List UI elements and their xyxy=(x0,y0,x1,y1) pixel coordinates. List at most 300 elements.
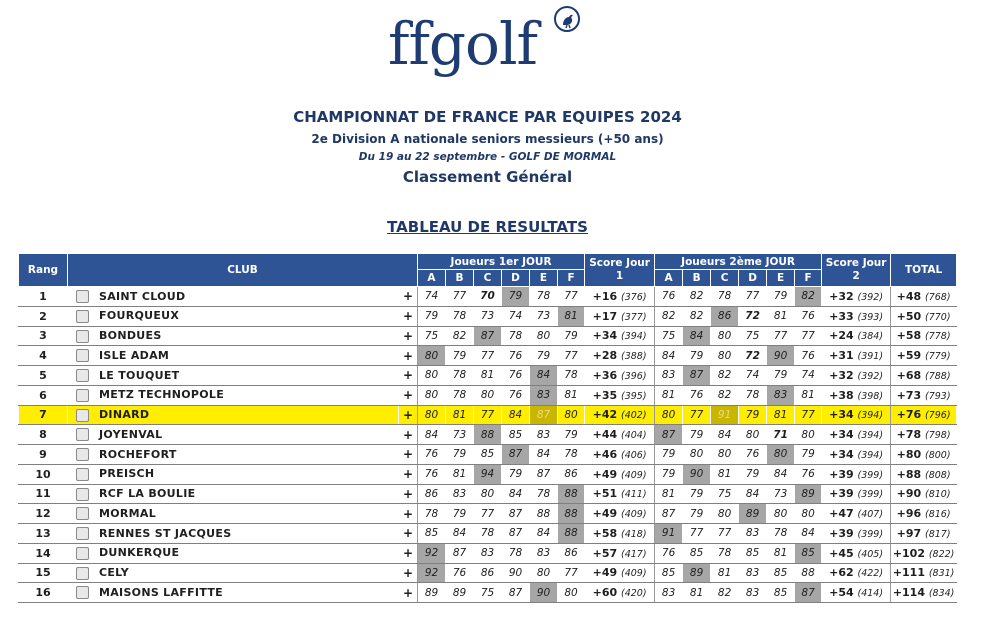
day2-score-cell: 78 xyxy=(739,385,767,405)
day2-score-cell: 76 xyxy=(739,445,767,465)
rank-cell: 10 xyxy=(19,464,68,484)
header-score1: Score Jour 1 xyxy=(585,254,655,287)
day2-score-cell: 80 xyxy=(711,326,739,346)
day1-score-cell: 87 xyxy=(502,445,530,465)
day2-score-cell: 77 xyxy=(739,287,767,307)
score-day1-strokes: (409) xyxy=(620,469,647,481)
day1-score-cell: 81 xyxy=(446,405,474,425)
day1-score-cell: 83 xyxy=(474,543,502,563)
table-row xyxy=(19,306,957,326)
score-day1-strokes: (388) xyxy=(620,351,647,363)
day1-score-cell: 80 xyxy=(530,563,558,583)
score-day2-cell xyxy=(822,385,891,405)
day1-score-cell: 87 xyxy=(474,326,502,346)
table-row xyxy=(19,346,957,366)
table-row xyxy=(19,524,957,544)
day1-score-cell: 79 xyxy=(502,464,530,484)
day2-score-cell: 88 xyxy=(795,563,822,583)
day2-score-cell: 81 xyxy=(767,543,795,563)
score-day2-strokes: (399) xyxy=(857,489,884,501)
table-row xyxy=(19,425,957,445)
score-day1-cell xyxy=(585,346,655,366)
expand-row-button[interactable]: + xyxy=(399,326,418,346)
total-cell xyxy=(891,287,957,307)
day1-score-cell: 88 xyxy=(530,504,558,524)
expand-row-button[interactable]: + xyxy=(399,425,418,445)
day1-score-cell: 87 xyxy=(502,524,530,544)
total-strokes: (796) xyxy=(925,410,951,422)
day1-score-cell: 90 xyxy=(530,583,558,603)
score-day2-value: +39 xyxy=(829,467,854,481)
table-row xyxy=(19,504,957,524)
day2-score-cell: 91 xyxy=(655,524,683,544)
day1-score-cell: 80 xyxy=(530,326,558,346)
expand-row-button[interactable]: + xyxy=(399,563,418,583)
total-cell xyxy=(891,425,957,445)
total-value: +48 xyxy=(896,289,922,303)
day1-score-cell: 77 xyxy=(474,346,502,366)
total-strokes: (834) xyxy=(928,588,955,600)
day1-score-cell: 78 xyxy=(502,543,530,563)
rank-cell: 12 xyxy=(19,504,68,524)
day2-score-cell: 83 xyxy=(655,366,683,386)
score-day2-strokes: (394) xyxy=(857,430,884,442)
total-cell xyxy=(891,464,957,484)
day2-score-cell: 87 xyxy=(655,425,683,445)
score-day2-strokes: (394) xyxy=(857,410,884,422)
header-day2-player-a: A xyxy=(655,270,683,287)
score-day1-value: +42 xyxy=(592,408,618,422)
total-value: +88 xyxy=(896,467,922,481)
day1-score-cell: 83 xyxy=(446,484,474,504)
rank-cell: 4 xyxy=(19,346,68,366)
day2-score-cell: 80 xyxy=(795,425,822,445)
club-name: DUNKERQUE xyxy=(99,546,180,560)
day1-score-cell: 84 xyxy=(446,524,474,544)
day2-score-cell: 80 xyxy=(739,425,767,445)
day1-score-cell: 84 xyxy=(502,484,530,504)
day2-score-cell: 79 xyxy=(795,445,822,465)
day2-score-cell: 79 xyxy=(655,445,683,465)
total-cell xyxy=(891,326,957,346)
club-cell xyxy=(68,484,399,504)
score-day2-cell xyxy=(822,425,891,445)
club-crest-icon xyxy=(76,310,89,323)
day2-score-cell: 72 xyxy=(739,306,767,326)
day2-score-cell: 76 xyxy=(655,543,683,563)
day2-score-cell: 85 xyxy=(655,563,683,583)
day2-score-cell: 80 xyxy=(711,346,739,366)
score-day1-strokes: (409) xyxy=(620,509,647,521)
score-day1-strokes: (402) xyxy=(620,410,647,422)
day1-score-cell: 78 xyxy=(530,287,558,307)
score-day2-strokes: (414) xyxy=(857,588,884,600)
total-value: +97 xyxy=(896,526,922,540)
day1-score-cell: 77 xyxy=(558,287,585,307)
score-day2-cell xyxy=(822,346,891,366)
expand-row-button[interactable]: + xyxy=(399,385,418,405)
club-name: PREISCH xyxy=(99,467,155,481)
club-name: BONDUES xyxy=(99,329,162,343)
score-day1-value: +35 xyxy=(592,388,618,402)
total-strokes: (822) xyxy=(928,548,955,560)
day1-score-cell: 80 xyxy=(418,385,446,405)
day2-score-cell: 84 xyxy=(655,346,683,366)
score-day2-cell xyxy=(822,543,891,563)
day1-score-cell: 84 xyxy=(530,366,558,386)
club-crest-icon xyxy=(76,507,89,520)
club-crest-icon xyxy=(76,369,89,382)
score-day1-strokes: (377) xyxy=(620,311,647,323)
day1-score-cell: 80 xyxy=(474,484,502,504)
day2-score-cell: 80 xyxy=(767,504,795,524)
score-day1-cell xyxy=(585,464,655,484)
header-day2-player-c: C xyxy=(711,270,739,287)
club-cell xyxy=(68,583,399,603)
total-value: +78 xyxy=(896,428,922,442)
day2-score-cell: 76 xyxy=(655,287,683,307)
day2-score-cell: 87 xyxy=(795,583,822,603)
total-value: +80 xyxy=(896,447,922,461)
day1-score-cell: 80 xyxy=(474,385,502,405)
day1-score-cell: 87 xyxy=(502,583,530,603)
club-name: RENNES ST JACQUES xyxy=(99,526,232,540)
day1-score-cell: 92 xyxy=(418,543,446,563)
event-dates: Du 19 au 22 septembre - GOLF DE MORMAL xyxy=(358,151,617,163)
score-day1-value: +51 xyxy=(592,487,618,501)
day1-score-cell: 77 xyxy=(446,287,474,307)
header-day1-player-e: E xyxy=(530,270,558,287)
day1-score-cell: 78 xyxy=(446,385,474,405)
score-day1-value: +17 xyxy=(592,309,618,323)
header-day2: Joueurs 2ème JOUR xyxy=(655,254,822,270)
day1-score-cell: 82 xyxy=(446,326,474,346)
club-cell xyxy=(68,464,399,484)
day2-score-cell: 75 xyxy=(711,484,739,504)
day2-score-cell: 89 xyxy=(683,563,711,583)
score-day2-strokes: (399) xyxy=(857,469,884,481)
club-name: CELY xyxy=(99,566,130,580)
day2-score-cell: 77 xyxy=(767,326,795,346)
score-day2-cell xyxy=(822,524,891,544)
score-day1-cell xyxy=(585,326,655,346)
score-day2-value: +45 xyxy=(829,546,854,560)
score-day1-cell xyxy=(585,563,655,583)
day2-score-cell: 85 xyxy=(767,563,795,583)
score-day1-cell xyxy=(585,583,655,603)
club-cell xyxy=(68,405,399,425)
day2-score-cell: 80 xyxy=(711,445,739,465)
day2-score-cell: 71 xyxy=(767,425,795,445)
table-row xyxy=(19,563,957,583)
day2-score-cell: 85 xyxy=(739,543,767,563)
club-crest-icon xyxy=(76,290,89,303)
expand-row-button[interactable]: + xyxy=(399,405,418,425)
day2-score-cell: 76 xyxy=(795,346,822,366)
day1-score-cell: 78 xyxy=(446,306,474,326)
club-crest-icon xyxy=(76,409,89,422)
expand-row-button[interactable]: + xyxy=(399,524,418,544)
day2-score-cell: 83 xyxy=(767,385,795,405)
club-crest-icon xyxy=(76,586,89,599)
day1-score-cell: 88 xyxy=(558,524,585,544)
day2-score-cell: 89 xyxy=(739,504,767,524)
day1-score-cell: 83 xyxy=(530,385,558,405)
day1-score-cell: 79 xyxy=(558,425,585,445)
score-day2-strokes: (392) xyxy=(857,370,884,382)
header-score2: Score Jour 2 xyxy=(822,254,891,287)
day2-score-cell: 80 xyxy=(655,405,683,425)
division-subtitle: 2e Division A nationale seniors messieurs (+50 ans) xyxy=(311,132,664,146)
total-cell xyxy=(891,385,957,405)
score-day2-value: +39 xyxy=(829,526,854,540)
day2-score-cell: 85 xyxy=(683,543,711,563)
header-day1-player-d: D xyxy=(502,270,530,287)
score-day2-strokes: (405) xyxy=(857,548,884,560)
total-strokes: (810) xyxy=(925,489,951,501)
day2-score-cell: 78 xyxy=(711,287,739,307)
header-day1-player-c: C xyxy=(474,270,502,287)
day2-score-cell: 82 xyxy=(711,385,739,405)
score-day2-cell xyxy=(822,405,891,425)
score-day1-value: +58 xyxy=(592,526,618,540)
header-day2-player-e: E xyxy=(767,270,795,287)
club-name: DINARD xyxy=(99,408,150,422)
header-day1-player-b: B xyxy=(446,270,474,287)
day2-score-cell: 83 xyxy=(655,583,683,603)
expand-row-button[interactable]: + xyxy=(399,445,418,465)
day2-score-cell: 79 xyxy=(683,425,711,445)
day1-score-cell: 88 xyxy=(474,425,502,445)
day1-score-cell: 76 xyxy=(502,366,530,386)
score-day1-value: +49 xyxy=(592,507,618,521)
day2-score-cell: 81 xyxy=(683,583,711,603)
expand-row-button[interactable]: + xyxy=(399,366,418,386)
day1-score-cell: 79 xyxy=(530,346,558,366)
total-strokes: (770) xyxy=(925,311,951,323)
day1-score-cell: 90 xyxy=(502,563,530,583)
day1-score-cell: 80 xyxy=(558,405,585,425)
score-day1-value: +16 xyxy=(592,289,618,303)
club-cell xyxy=(68,366,399,386)
day1-score-cell: 77 xyxy=(558,563,585,583)
total-strokes: (768) xyxy=(925,291,951,303)
day2-score-cell: 89 xyxy=(795,484,822,504)
expand-row-button[interactable]: + xyxy=(399,484,418,504)
day1-score-cell: 73 xyxy=(446,425,474,445)
rank-cell: 16 xyxy=(19,583,68,603)
day1-score-cell: 78 xyxy=(502,326,530,346)
score-day2-value: +62 xyxy=(829,566,854,580)
club-cell xyxy=(68,385,399,405)
day1-score-cell: 92 xyxy=(418,563,446,583)
score-day1-value: +44 xyxy=(592,428,618,442)
day1-score-cell: 88 xyxy=(558,504,585,524)
total-value: +73 xyxy=(896,388,922,402)
day2-score-cell: 91 xyxy=(711,405,739,425)
championship-title: CHAMPIONNAT DE FRANCE PAR EQUIPES 2024 xyxy=(293,108,682,126)
day1-score-cell: 73 xyxy=(474,306,502,326)
expand-row-button[interactable]: + xyxy=(399,346,418,366)
table-row xyxy=(19,385,957,405)
club-crest-icon xyxy=(76,468,89,481)
total-strokes: (808) xyxy=(925,469,951,481)
score-day2-value: +24 xyxy=(829,329,854,343)
day2-score-cell: 79 xyxy=(683,504,711,524)
day1-score-cell: 79 xyxy=(446,445,474,465)
day2-score-cell: 80 xyxy=(795,504,822,524)
header-day1: Joueurs 1er JOUR xyxy=(418,254,585,270)
day1-score-cell: 86 xyxy=(474,563,502,583)
score-day1-strokes: (394) xyxy=(620,331,647,343)
expand-row-button[interactable]: + xyxy=(399,464,418,484)
day1-score-cell: 80 xyxy=(558,583,585,603)
day2-score-cell: 72 xyxy=(739,346,767,366)
day1-score-cell: 79 xyxy=(418,306,446,326)
header-club: CLUB xyxy=(68,254,418,287)
day2-score-cell: 84 xyxy=(739,484,767,504)
expand-row-button[interactable]: + xyxy=(399,287,418,307)
day1-score-cell: 89 xyxy=(418,583,446,603)
rank-cell: 11 xyxy=(19,484,68,504)
results-table xyxy=(18,253,957,603)
day1-score-cell: 87 xyxy=(502,504,530,524)
day2-score-cell: 87 xyxy=(655,504,683,524)
club-name: ROCHEFORT xyxy=(99,447,177,461)
classement-title: Classement Général xyxy=(402,168,573,186)
day1-score-cell: 75 xyxy=(474,583,502,603)
total-value: +58 xyxy=(896,329,922,343)
day2-score-cell: 82 xyxy=(655,306,683,326)
expand-row-button[interactable]: + xyxy=(399,504,418,524)
score-day1-value: +46 xyxy=(592,447,618,461)
day2-score-cell: 81 xyxy=(711,464,739,484)
score-day1-strokes: (395) xyxy=(620,390,647,402)
total-strokes: (817) xyxy=(925,528,951,540)
day2-score-cell: 75 xyxy=(739,326,767,346)
club-crest-icon xyxy=(76,448,89,461)
club-name: METZ TECHNOPOLE xyxy=(99,388,225,402)
day1-score-cell: 79 xyxy=(558,326,585,346)
score-day1-cell xyxy=(585,366,655,386)
day1-score-cell: 80 xyxy=(418,346,446,366)
total-cell xyxy=(891,563,957,583)
day2-score-cell: 86 xyxy=(711,306,739,326)
day2-score-cell: 79 xyxy=(683,346,711,366)
rank-cell: 13 xyxy=(19,524,68,544)
expand-row-button[interactable]: + xyxy=(399,543,418,563)
score-day1-cell xyxy=(585,543,655,563)
total-strokes: (798) xyxy=(925,430,951,442)
table-row xyxy=(19,326,957,346)
club-crest-icon xyxy=(76,428,89,441)
day1-score-cell: 70 xyxy=(474,287,502,307)
expand-row-button[interactable]: + xyxy=(399,306,418,326)
score-day2-value: +54 xyxy=(829,586,854,600)
rank-cell: 2 xyxy=(19,306,68,326)
rank-cell: 9 xyxy=(19,445,68,465)
score-day2-strokes: (393) xyxy=(857,311,884,323)
total-cell xyxy=(891,306,957,326)
score-day2-value: +34 xyxy=(829,447,854,461)
rank-cell: 8 xyxy=(19,425,68,445)
day1-score-cell: 78 xyxy=(446,366,474,386)
score-day1-strokes: (376) xyxy=(620,291,647,303)
table-row xyxy=(19,366,957,386)
day1-score-cell: 87 xyxy=(530,405,558,425)
total-value: +111 xyxy=(892,566,925,580)
day2-score-cell: 76 xyxy=(795,464,822,484)
score-day2-value: +32 xyxy=(829,289,854,303)
day2-score-cell: 81 xyxy=(655,484,683,504)
day2-score-cell: 82 xyxy=(683,306,711,326)
score-day2-value: +34 xyxy=(829,428,854,442)
day2-score-cell: 79 xyxy=(683,484,711,504)
score-day2-value: +39 xyxy=(829,487,854,501)
day1-score-cell: 75 xyxy=(418,326,446,346)
table-row xyxy=(19,543,957,563)
total-strokes: (778) xyxy=(925,331,951,343)
day1-score-cell: 84 xyxy=(502,405,530,425)
score-day2-strokes: (398) xyxy=(857,390,884,402)
day1-score-cell: 84 xyxy=(530,524,558,544)
score-day1-strokes: (406) xyxy=(620,449,647,461)
day1-score-cell: 79 xyxy=(446,346,474,366)
score-day1-cell xyxy=(585,287,655,307)
score-day2-strokes: (422) xyxy=(857,568,884,580)
day2-score-cell: 77 xyxy=(683,405,711,425)
score-day2-cell xyxy=(822,464,891,484)
header-day1-player-a: A xyxy=(418,270,446,287)
club-name: ISLE ADAM xyxy=(99,348,170,362)
day1-score-cell: 76 xyxy=(502,346,530,366)
total-strokes: (793) xyxy=(925,390,951,402)
score-day1-value: +28 xyxy=(592,349,618,363)
total-value: +102 xyxy=(892,546,925,560)
day2-score-cell: 76 xyxy=(683,385,711,405)
club-name: LE TOUQUET xyxy=(99,368,180,382)
day1-score-cell: 88 xyxy=(558,484,585,504)
score-day2-cell xyxy=(822,583,891,603)
total-cell xyxy=(891,484,957,504)
rank-cell: 3 xyxy=(19,326,68,346)
day2-score-cell: 79 xyxy=(655,464,683,484)
day1-score-cell: 77 xyxy=(474,405,502,425)
score-day1-cell xyxy=(585,405,655,425)
day2-score-cell: 79 xyxy=(739,464,767,484)
rank-cell: 6 xyxy=(19,385,68,405)
total-strokes: (800) xyxy=(925,449,951,461)
rank-cell: 15 xyxy=(19,563,68,583)
day1-score-cell: 76 xyxy=(502,385,530,405)
header-day1-player-f: F xyxy=(558,270,585,287)
day2-score-cell: 84 xyxy=(683,326,711,346)
score-day2-cell xyxy=(822,366,891,386)
total-cell xyxy=(891,504,957,524)
club-cell xyxy=(68,524,399,544)
score-day1-strokes: (418) xyxy=(620,528,647,540)
score-day2-cell xyxy=(822,287,891,307)
score-day2-value: +32 xyxy=(829,368,854,382)
total-value: +68 xyxy=(896,368,922,382)
ffgolf-logo xyxy=(388,4,598,90)
day1-score-cell: 76 xyxy=(418,445,446,465)
day2-score-cell: 74 xyxy=(739,366,767,386)
score-day2-cell xyxy=(822,445,891,465)
day2-score-cell: 79 xyxy=(767,366,795,386)
expand-row-button[interactable]: + xyxy=(399,583,418,603)
day2-score-cell: 77 xyxy=(683,524,711,544)
